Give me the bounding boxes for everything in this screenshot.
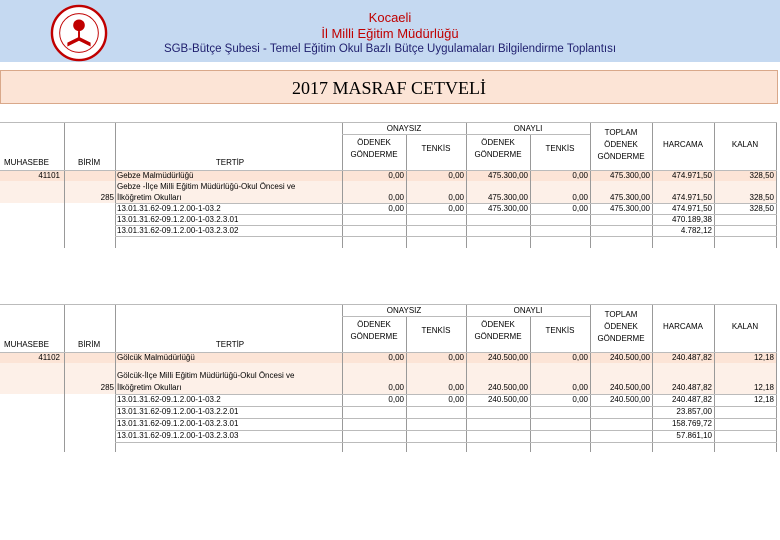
cell-onayli-odenek: 240.500,00 — [487, 383, 528, 392]
org-name-city: Kocaeli — [368, 10, 412, 25]
cell-harcama: 240.487,82 — [671, 353, 712, 362]
tertip-main: Gölcük Malmüdürlüğü — [117, 353, 195, 362]
col-odenek-label: ÖDENEK — [357, 320, 391, 329]
col-gonderme-label: GÖNDERME — [350, 150, 398, 159]
cell-onayli-tenkis: 0,00 — [572, 193, 588, 202]
cell-harcama: 470.189,38 — [671, 215, 712, 224]
col-toplam: TOPLAM — [604, 310, 638, 319]
tertip-line: 13.01.31.62-09.1.2.00-1-03.2.3.03 — [117, 431, 239, 440]
col-toplam-gonderme: GÖNDERME — [597, 334, 645, 343]
tertip-main: Gebze Malmüdürlüğü — [117, 171, 194, 180]
cell-onaysiz-odenek: 0,00 — [388, 353, 404, 362]
sub-unit-name-cont: İlköğretim Okulları — [117, 383, 182, 392]
col-birim: BİRİM — [78, 340, 101, 349]
cell-kalan: 12,18 — [753, 353, 774, 362]
cell-onayli-tenkis: 0,00 — [572, 204, 588, 213]
cell-onayli-odenek: 475.300,00 — [487, 193, 528, 202]
col-kalan: KALAN — [731, 322, 759, 331]
page-title-bar — [0, 70, 778, 104]
cell-onaysiz-tenkis: 0,00 — [448, 353, 464, 362]
col-toplam-odenek: ÖDENEK — [604, 140, 638, 149]
cell-onaysiz-odenek: 0,00 — [388, 204, 404, 213]
cell-kalan: 328,50 — [749, 204, 774, 213]
col-tenkis: TENKİS — [421, 144, 451, 153]
tertip-line: 13.01.31.62-09.1.2.00-1-03.2.2.01 — [117, 407, 239, 416]
cell-onaysiz-tenkis: 0,00 — [448, 171, 464, 180]
cell-onayli-tenkis: 0,00 — [572, 395, 588, 404]
muhasebe-code: 41101 — [38, 171, 60, 180]
col-onaysiz: ONAYSIZ — [386, 124, 422, 133]
col-toplam: TOPLAM — [604, 128, 638, 137]
col-toplam-gonderme: GÖNDERME — [597, 152, 645, 161]
cell-onaysiz-odenek: 0,00 — [388, 171, 404, 180]
cell-kalan: 12,18 — [753, 395, 774, 404]
cell-toplam: 240.500,00 — [609, 395, 650, 404]
header-subtitle: SGB-Bütçe Şubesi - Temel Eğitim Okul Bazlı Bütçe Uygulamaları Bilgilendirme Toplantısı — [163, 43, 617, 55]
col-kalan: KALAN — [731, 140, 759, 149]
col-muhasebe: MUHASEBE — [4, 158, 49, 167]
cell-harcama: 240.487,82 — [671, 395, 712, 404]
cell-onaysiz-odenek: 0,00 — [388, 383, 404, 392]
cell-harcama: 474.971,50 — [671, 193, 712, 202]
cell-kalan: 328,50 — [749, 171, 774, 180]
col-birim: BİRİM — [78, 158, 101, 167]
cell-toplam: 475.300,00 — [609, 204, 650, 213]
cell-onaysiz-tenkis: 0,00 — [448, 193, 464, 202]
cell-harcama: 240.487,82 — [671, 383, 712, 392]
cell-onayli-odenek: 475.300,00 — [487, 204, 528, 213]
cell-onaysiz-tenkis: 0,00 — [448, 204, 464, 213]
col-odenek-label: ÖDENEK — [481, 320, 515, 329]
col-toplam-odenek: ÖDENEK — [604, 322, 638, 331]
cell-onayli-odenek: 240.500,00 — [487, 395, 528, 404]
cell-onaysiz-tenkis: 0,00 — [448, 383, 464, 392]
col-tenkis: TENKİS — [421, 326, 451, 335]
cell-kalan: 12,18 — [753, 383, 774, 392]
col-tertip: TERTİP — [215, 340, 245, 349]
col-onayli: ONAYLI — [513, 306, 543, 315]
cell-toplam: 240.500,00 — [609, 383, 650, 392]
cell-toplam: 475.300,00 — [609, 193, 650, 202]
cell-onayli-tenkis: 0,00 — [572, 171, 588, 180]
muhasebe-code: 41102 — [38, 353, 60, 362]
col-gonderme-label: GÖNDERME — [350, 332, 398, 341]
tertip-line: 13.01.31.62-09.1.2.00-1-03.2.3.02 — [117, 226, 239, 235]
cell-onayli-odenek: 240.500,00 — [487, 353, 528, 362]
birim-code: 285 — [100, 383, 114, 392]
tertip-line: 13.01.31.62-09.1.2.00-1-03.2.3.01 — [117, 419, 239, 428]
page-header — [0, 0, 780, 62]
budget-block-2 — [0, 300, 780, 460]
cell-harcama: 23.857,00 — [676, 407, 712, 416]
col-harcama: HARCAMA — [662, 140, 703, 149]
tertip-line: 13.01.31.62-09.1.2.00-1-03.2.3.01 — [117, 215, 239, 224]
budget-block-1 — [0, 118, 780, 258]
col-tertip: TERTİP — [215, 158, 245, 167]
page-title: 2017 MASRAF CETVELİ — [291, 78, 486, 98]
cell-toplam: 240.500,00 — [609, 353, 650, 362]
sub-unit-name-cont: İlköğretim Okulları — [117, 193, 182, 202]
cell-onaysiz-odenek: 0,00 — [388, 193, 404, 202]
cell-harcama: 57.861,10 — [676, 431, 712, 440]
cell-toplam: 475.300,00 — [609, 171, 650, 180]
cell-harcama: 158.769,72 — [671, 419, 712, 428]
col-odenek-label: ÖDENEK — [357, 138, 391, 147]
col-odenek-label: ÖDENEK — [481, 138, 515, 147]
cell-harcama: 4.782,12 — [680, 226, 712, 235]
cell-onaysiz-tenkis: 0,00 — [448, 395, 464, 404]
col-onayli: ONAYLI — [513, 124, 543, 133]
tertip-line: 13.01.31.62-09.1.2.00-1-03.2 — [117, 204, 221, 213]
col-tenkis: TENKİS — [545, 144, 575, 153]
col-gonderme-label: GÖNDERME — [474, 150, 522, 159]
col-harcama: HARCAMA — [662, 322, 703, 331]
cell-onaysiz-odenek: 0,00 — [388, 395, 404, 404]
cell-onayli-tenkis: 0,00 — [572, 383, 588, 392]
tertip-line: 13.01.31.62-09.1.2.00-1-03.2 — [117, 395, 221, 404]
cell-onayli-odenek: 475.300,00 — [487, 171, 528, 180]
org-name-directorate: İl Milli Eğitim Müdürlüğü — [321, 26, 459, 41]
cell-kalan: 328,50 — [749, 193, 774, 202]
cell-harcama: 474.971,50 — [671, 171, 712, 180]
col-muhasebe: MUHASEBE — [4, 340, 49, 349]
birim-code: 285 — [100, 193, 114, 202]
cell-onayli-tenkis: 0,00 — [572, 353, 588, 362]
col-onaysiz: ONAYSIZ — [386, 306, 422, 315]
sub-unit-name: Gölcük-İlçe Milli Eğitim Müdürlüğü-Okul Öncesi ve — [117, 371, 295, 380]
sub-unit-name: Gebze -İlçe Milli Eğitim Müdürlüğü-Okul Öncesi ve — [117, 182, 296, 191]
cell-harcama: 474.971,50 — [671, 204, 712, 213]
col-gonderme-label: GÖNDERME — [474, 332, 522, 341]
col-tenkis: TENKİS — [545, 326, 575, 335]
